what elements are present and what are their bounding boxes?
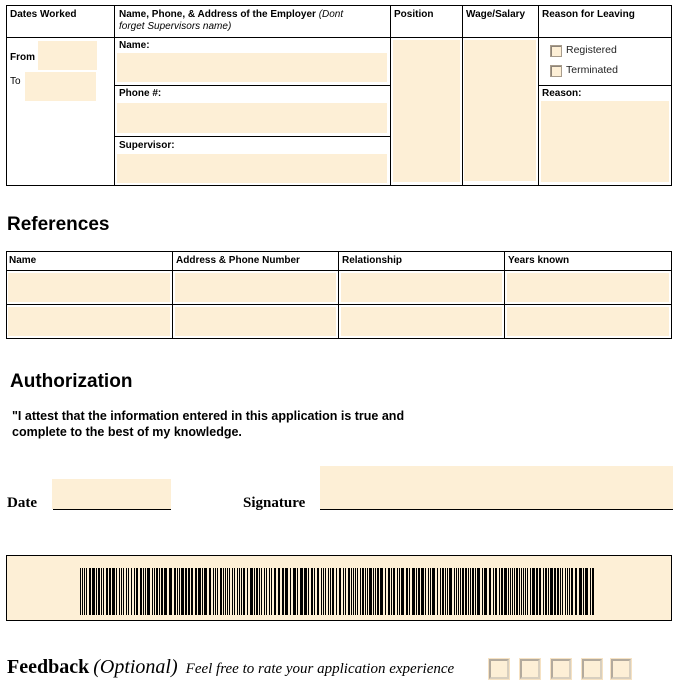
signature-input[interactable] [320, 466, 673, 509]
header-reason-for-leaving: Reason for Leaving [542, 9, 635, 20]
ref-border-left [6, 251, 7, 339]
authorization-statement [12, 408, 404, 440]
ref-border-top [6, 251, 672, 252]
rating-box-5[interactable] [611, 659, 631, 679]
ref-col-divider-3 [504, 251, 505, 339]
supervisor-label: Supervisor: [119, 140, 175, 151]
table-border-top [6, 5, 672, 6]
header-position: Position [394, 9, 434, 20]
ref-col-divider-1 [172, 251, 173, 339]
from-date-input[interactable] [38, 41, 97, 70]
ref-2-name-input[interactable] [8, 307, 170, 336]
registered-checkbox[interactable] [550, 45, 562, 57]
table-border-left [6, 5, 7, 186]
feedback-title: Feedback [7, 656, 90, 678]
position-input[interactable] [393, 40, 460, 182]
ref-header-name: Name [9, 255, 37, 266]
to-label: To [10, 76, 21, 87]
col-divider-1 [114, 5, 115, 186]
authorization-statement-line-1: "I attest that the information entered in this application is true and [12, 409, 405, 423]
signature-label: Signature [243, 495, 306, 511]
employer-name-label: Name: [119, 40, 150, 51]
rating-box-1[interactable] [489, 659, 509, 679]
table-header-divider [6, 37, 672, 38]
barcode-icon [80, 568, 594, 615]
feedback-row [7, 656, 454, 679]
table-border-bottom [6, 185, 672, 186]
employer-phone-label: Phone #: [119, 88, 162, 99]
rating-box-4[interactable] [582, 659, 602, 679]
ref-header-divider [6, 270, 672, 271]
ref-2-relationship-input[interactable] [341, 307, 502, 336]
ref-header-years-known: Years known [508, 255, 570, 266]
header-employer-note: (Dont [318, 9, 344, 20]
feedback-optional: (Optional) [93, 656, 178, 678]
references-title: References [7, 214, 110, 235]
ref-header-address-phone: Address & Phone Number [176, 255, 300, 266]
wage-salary-input[interactable] [464, 40, 536, 181]
reason-label: Reason: [542, 88, 582, 99]
ref-border-right [671, 251, 672, 339]
ref-1-years-input[interactable] [507, 273, 669, 302]
ref-2-address-input[interactable] [175, 307, 336, 336]
header-employer-title: Name, Phone, & Address of the Employer [119, 9, 316, 20]
employer-name-input[interactable] [117, 53, 387, 82]
date-underline [53, 509, 171, 510]
col-divider-2 [390, 5, 391, 186]
ref-1-name-input[interactable] [8, 273, 170, 302]
feedback-prompt: Feel free to rate your application experience [185, 661, 455, 677]
employer-phone-input[interactable] [117, 103, 387, 133]
employer-row-divider-2 [114, 136, 391, 137]
rating-box-2[interactable] [520, 659, 540, 679]
header-employer [119, 9, 343, 20]
ref-row-divider [6, 304, 672, 305]
terminated-checkbox[interactable] [550, 65, 562, 77]
ref-1-address-input[interactable] [175, 273, 336, 302]
ref-header-relationship: Relationship [342, 255, 403, 266]
authorization-statement-line-2: complete to the best of my knowledge. [12, 425, 242, 439]
date-label: Date [7, 495, 37, 511]
table-border-right [671, 5, 672, 186]
col-divider-4 [538, 5, 539, 186]
employer-row-divider-1 [114, 85, 391, 86]
from-label: From [10, 52, 35, 63]
registered-label: Registered [566, 44, 617, 56]
to-date-input[interactable] [25, 72, 96, 101]
header-wage-salary: Wage/Salary [466, 9, 526, 20]
date-input[interactable] [52, 479, 171, 509]
ref-2-years-input[interactable] [507, 307, 669, 336]
authorization-title: Authorization [10, 371, 133, 392]
ref-1-relationship-input[interactable] [341, 273, 502, 302]
col-divider-3 [462, 5, 463, 186]
signature-underline [320, 509, 673, 510]
header-dates-worked: Dates Worked [10, 9, 77, 20]
header-employer-note-2: forget Supervisors name) [119, 21, 232, 32]
reason-input[interactable] [541, 101, 669, 182]
reason-row-divider [538, 85, 672, 86]
ref-border-bottom [6, 338, 672, 339]
rating-box-3[interactable] [551, 659, 571, 679]
ref-col-divider-2 [338, 251, 339, 339]
supervisor-input[interactable] [117, 154, 387, 183]
terminated-label: Terminated [566, 64, 618, 76]
